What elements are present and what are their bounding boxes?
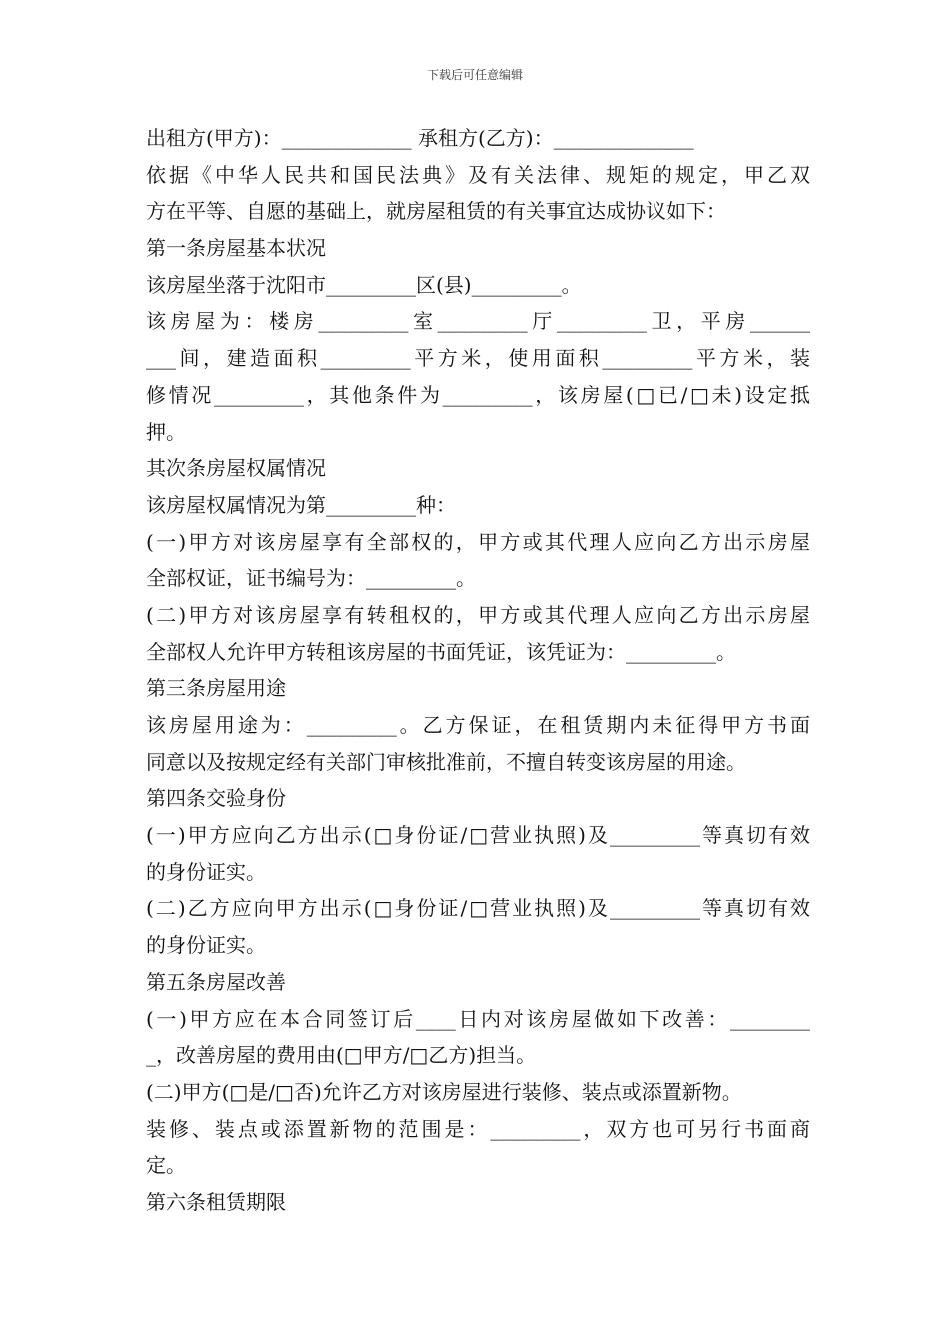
text-line: (一)甲方对该房屋享有全部权的，甲方或其代理人应向乙方出示房屋 (146, 529, 810, 554)
text-line: 修情况_________，其他条件为_________，该房屋(□已/□未)设定抵 (146, 382, 810, 407)
section-heading: 第五条房屋改善 (146, 969, 286, 994)
text-line: 该房屋权属情况为第_________种： (146, 492, 456, 517)
text-line: 该房屋为：楼房_________室_________厅_________卫，平房______ (146, 309, 810, 334)
text-line: 方在平等、自愿的基础上，就房屋租赁的有关事宜达成协议如下： (146, 199, 726, 224)
text-line: 全部权人允许甲方转租该房屋的书面凭证，该凭证为：_________。 (146, 639, 736, 664)
text-line: 装修、装点或添置新物的范围是：_________，双方也可另行书面商 (146, 1116, 810, 1141)
text-line: ___间，建造面积_________平方米，使用面积_________平方米，装 (146, 346, 810, 371)
text-line: (一)甲方应在本合同签订后____日内对该房屋做如下改善：________ (146, 1006, 810, 1031)
text-line: (二)甲方对该房屋享有转租权的，甲方或其代理人应向乙方出示房屋 (146, 602, 810, 627)
text-line: _，改善房屋的费用由(□甲方/□乙方)担当。 (146, 1043, 537, 1068)
text-line: 全部权证，证书编号为：_________。 (146, 566, 476, 591)
text-line: 依据《中华人民共和国民法典》及有关法律、规矩的规定，甲乙双 (146, 162, 810, 187)
text-line: 出租方(甲方)：_____________ 承租方(乙方)：______________ (146, 126, 694, 150)
page-header-note: 下载后可任意编辑 (426, 68, 523, 82)
text-line: 该房屋坐落于沈阳市_________区(县)_________。 (146, 272, 582, 297)
text-line: 的身份证实。 (146, 859, 266, 884)
text-line: 押。 (146, 419, 186, 444)
text-line: 该房屋用途为：_________。乙方保证，在租赁期内未征得甲方书面 (146, 713, 810, 737)
contract-body (146, 120, 810, 1221)
section-heading: 第三条房屋用途 (146, 676, 286, 701)
section-heading: 第六条租赁期限 (146, 1189, 286, 1214)
section-heading: 其次条房屋权属情况 (146, 456, 326, 481)
text-line: (二)甲方(□是/□否)允许乙方对该房屋进行装修、装点或添置新物。 (146, 1079, 742, 1104)
text-line: (二)乙方应向甲方出示(□身份证/□营业执照)及_________等真切有效 (146, 896, 810, 921)
section-heading: 第四条交验身份 (146, 786, 286, 811)
text-line: 同意以及按规定经有关部门审核批准前，不擅自转变该房屋的用途。 (146, 749, 746, 774)
text-line: 的身份证实。 (146, 933, 266, 958)
text-line: 定。 (146, 1153, 186, 1178)
text-line: (一)甲方应向乙方出示(□身份证/□营业执照)及_________等真切有效 (146, 823, 810, 848)
section-heading: 第一条房屋基本状况 (146, 236, 326, 261)
